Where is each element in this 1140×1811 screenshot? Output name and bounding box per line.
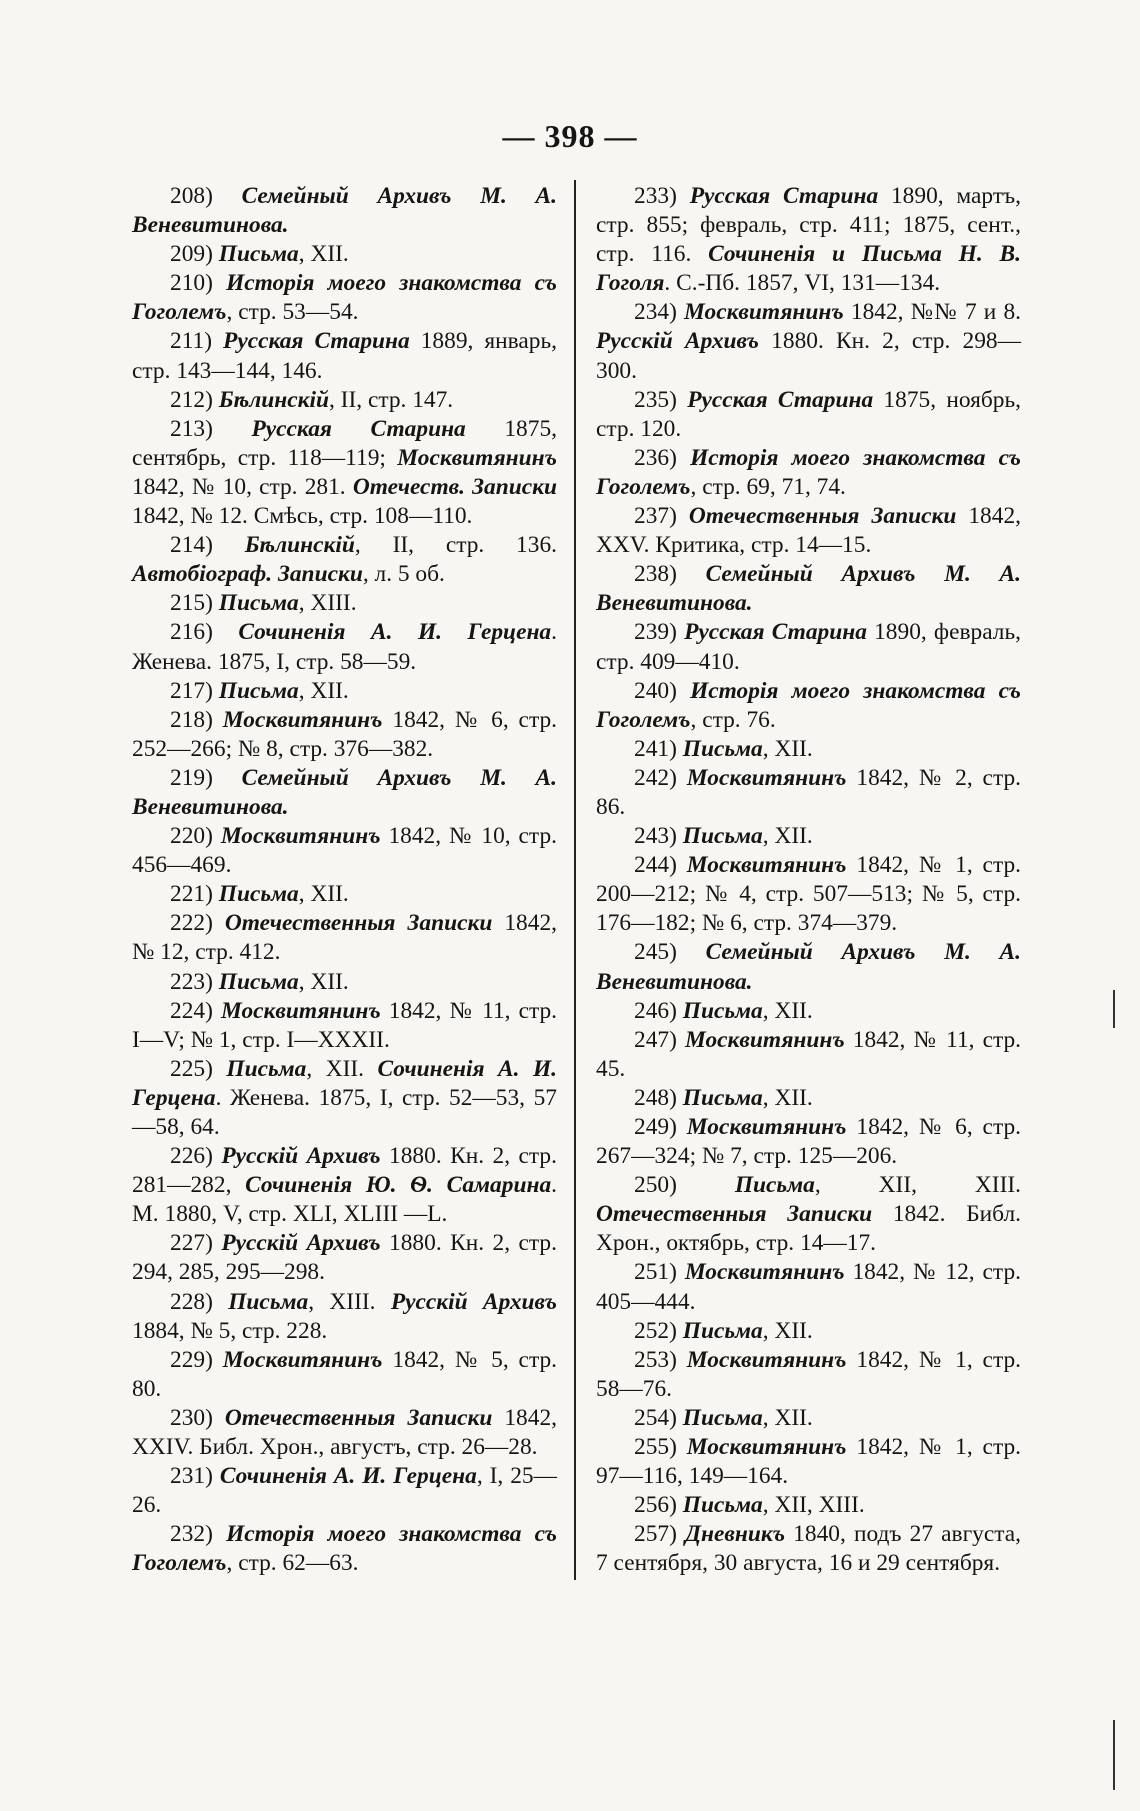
footnote-entry <box>132 822 557 880</box>
citation-text: , XII. <box>762 1317 813 1344</box>
right-column <box>596 182 1021 1579</box>
work-title: Русская Старина <box>684 619 867 646</box>
footnote-number: 234) <box>634 299 677 326</box>
citation-text <box>213 619 239 645</box>
work-title: Отечественныя Записки <box>224 910 493 937</box>
footnote-entry <box>132 531 557 589</box>
footnote-entry <box>596 1317 1021 1346</box>
footnote-entry <box>132 415 557 531</box>
footnote-number: 222) <box>170 910 213 937</box>
footnote-entry <box>596 997 1021 1026</box>
footnote-number: 221) <box>170 881 213 908</box>
footnote-number: 251) <box>634 1259 677 1286</box>
citation-text <box>212 328 223 354</box>
work-title: Русскій Архивъ <box>221 1143 381 1170</box>
column-divider <box>574 180 576 1580</box>
work-title: Москвитянинъ <box>686 852 847 879</box>
work-title: Письма <box>682 735 763 762</box>
footnote-entry <box>596 618 1021 676</box>
work-title: Москвитянинъ <box>684 1026 845 1053</box>
work-title: Семейный Архивъ М. А. Веневитинова. <box>596 939 1021 995</box>
margin-mark <box>1113 1720 1115 1790</box>
citation-text <box>213 1405 225 1431</box>
footnote-number: 227) <box>170 1230 213 1257</box>
footnote-entry <box>596 1404 1021 1433</box>
footnote-number: 228) <box>170 1288 213 1315</box>
citation-text <box>677 1027 685 1053</box>
citation-text: 1842, № 6, стр. 267—324; № 7, стр. 125—206. <box>596 1114 1021 1170</box>
margin-mark <box>1113 990 1115 1028</box>
citation-text: , стр. 53—54. <box>226 299 359 326</box>
citation-text: . Женева. 1875, I, стр. 58—59. <box>132 619 557 675</box>
work-title: Бѣлинскій <box>244 532 355 559</box>
work-title: Отечественныя Записки <box>224 1404 493 1431</box>
footnote-number: 216) <box>170 619 213 646</box>
footnote-entry <box>596 1258 1021 1316</box>
citation-text: 1842, № 12, стр. 405—444. <box>596 1259 1021 1315</box>
citation-text: , XII. <box>762 735 813 762</box>
work-title: Русская Старина <box>689 183 879 209</box>
citation-text: 1842, № 11, стр. 45. <box>596 1026 1021 1082</box>
citation-text: 1880. Кн. 2, стр. 298—300. <box>596 328 1021 384</box>
footnote-entry <box>132 677 557 706</box>
footnote-entry <box>132 589 557 618</box>
footnote-entry <box>596 938 1021 996</box>
footnote-entry <box>596 1113 1021 1171</box>
footnote-entry <box>132 968 557 997</box>
footnote-entry <box>132 706 557 764</box>
citation-text <box>213 1521 226 1547</box>
work-title: Семейный Архивъ М. А. Веневитинова. <box>132 183 557 239</box>
footnote-number: 217) <box>170 677 213 704</box>
footnote-number: 226) <box>170 1143 213 1170</box>
footnote-number: 213) <box>170 415 213 442</box>
footnote-entry <box>596 1491 1021 1520</box>
citation-text <box>213 998 221 1024</box>
citation-text: 1875, сентябрь, стр. 118—119; <box>132 415 557 471</box>
citation-text: . Женева. 1875, I, стр. 52—53, 57—58, 64. <box>132 1084 557 1140</box>
footnote-number: 238) <box>634 561 677 588</box>
footnote-number: 224) <box>170 997 213 1024</box>
work-title: Исторія моего знакомства съ Гоголемъ <box>596 444 1021 500</box>
work-title: Русскій Архивъ <box>390 1288 557 1315</box>
citation-text <box>677 1172 735 1198</box>
footnote-number: 256) <box>634 1492 677 1519</box>
footnote-number: 236) <box>634 444 677 471</box>
citation-text: , XII, XIII. <box>814 1172 1021 1199</box>
footnote-entry <box>596 1084 1021 1113</box>
footnote-number: 230) <box>170 1404 213 1431</box>
work-title: Сочиненія Ю. Ѳ. Самарина <box>245 1172 552 1199</box>
work-title: Москвитянинъ <box>686 764 847 791</box>
citation-text: , II, стр. 147. <box>328 386 454 413</box>
citation-text: 1842, № 2, стр. 86. <box>596 764 1021 820</box>
footnote-number: 209) <box>170 241 213 268</box>
footnote-number: 237) <box>634 503 677 530</box>
citation-text: , стр. 76. <box>690 706 776 733</box>
footnote-number: 253) <box>634 1346 677 1373</box>
citation-text <box>213 1347 223 1373</box>
citation-text: , л. 5 об. <box>362 561 445 588</box>
citation-text: 1842, № 10, стр. 281. <box>132 473 353 500</box>
work-title: Дневникъ <box>685 1521 786 1548</box>
footnote-number: 246) <box>634 997 677 1024</box>
work-title: Письма <box>218 881 299 908</box>
work-title: Письма <box>218 241 299 268</box>
citation-text <box>677 1114 687 1140</box>
citation-text: , XII. <box>762 1084 813 1111</box>
work-title: Семейный Архивъ М. А. Веневитинова. <box>132 764 557 820</box>
citation-text <box>677 1521 685 1547</box>
footnote-entry <box>132 1520 557 1578</box>
footnote-number: 252) <box>634 1317 677 1344</box>
work-title: Письма <box>226 1055 307 1082</box>
citation-text <box>677 1434 687 1460</box>
footnote-entry <box>596 1433 1021 1491</box>
citation-text: 1842, №№ 7 и 8. <box>843 299 1021 326</box>
citation-text: 1842, № 12, стр. 412. <box>132 910 557 966</box>
footnote-number: 225) <box>170 1055 213 1082</box>
footnote-entry <box>132 240 557 269</box>
footnote-entry <box>132 1346 557 1404</box>
work-title: Письма <box>682 997 763 1024</box>
citation-text: 1842, № 5, стр. 80. <box>132 1346 557 1402</box>
citation-text: 1842, № 11, стр. I—V; № 1, стр. I—XXXII. <box>132 997 557 1053</box>
footnote-number: 212) <box>170 386 213 413</box>
work-title: Письма <box>682 1404 763 1431</box>
footnote-number: 208) <box>170 183 213 209</box>
footnote-number: 243) <box>634 823 677 850</box>
footnote-number: 223) <box>170 968 213 995</box>
work-title: Сочиненія А. И. Герцена <box>132 1055 557 1111</box>
footnote-number: 231) <box>170 1463 213 1490</box>
citation-text <box>677 678 690 704</box>
citation-text <box>677 1259 685 1285</box>
citation-text: 1875, ноябрь, стр. 120. <box>596 386 1021 442</box>
citation-text: , XII. <box>298 968 349 995</box>
citation-text <box>213 765 242 791</box>
citation-text <box>677 1347 687 1373</box>
work-title: Письма <box>218 677 299 704</box>
footnote-number: 220) <box>170 823 213 850</box>
citation-text: 1880. Кн. 2, стр. 281—282, <box>132 1143 557 1199</box>
footnote-number: 257) <box>634 1521 677 1548</box>
citation-text: , XII. <box>298 881 349 908</box>
work-title: Письма <box>218 590 299 617</box>
work-title: Русская Старина <box>251 415 466 442</box>
citation-text <box>677 503 689 529</box>
citation-text <box>677 939 706 965</box>
footnote-number: 255) <box>634 1434 677 1461</box>
footnote-entry <box>132 618 557 676</box>
citation-text: 1842, XXIV. Библ. Хрон., августъ, стр. 26—28. <box>132 1404 557 1461</box>
work-title: Исторія моего знакомства съ Гоголемъ <box>132 1521 557 1577</box>
citation-text: 1889, январь, стр. 143—144, 146. <box>132 328 557 384</box>
footnote-entry <box>132 1055 557 1142</box>
footnote-entry <box>596 1346 1021 1404</box>
footnote-number: 233) <box>634 183 677 209</box>
work-title: Русская Старина <box>687 386 874 413</box>
citation-text: , XII. <box>762 823 813 850</box>
footnote-entry <box>132 909 557 967</box>
footnote-number: 244) <box>634 852 677 879</box>
work-title: Москвитянинъ <box>220 997 381 1024</box>
citation-text: 1840, подъ 27 августа, 7 сентября, 30 августа, 16 и 29 сентября. <box>596 1521 1021 1577</box>
work-title: Письма <box>734 1172 815 1199</box>
citation-text <box>677 765 687 791</box>
citation-text: 1842, № 1, стр. 200—212; № 4, стр. 507—513; № 5, стр. 176—182; № 6, стр. 374—379. <box>596 852 1021 937</box>
work-title: Письма <box>682 823 763 850</box>
footnote-number: 249) <box>634 1114 677 1140</box>
footnote-entry <box>596 298 1021 385</box>
citation-text: 1842, № 1, стр. 97—116, 149—164. <box>596 1434 1021 1490</box>
footnote-number: 219) <box>170 764 213 791</box>
footnote-entry <box>596 1026 1021 1084</box>
citation-text <box>213 270 226 296</box>
citation-text <box>213 532 245 558</box>
footnote-entry <box>132 997 557 1055</box>
work-title: Москвитянинъ <box>684 299 844 326</box>
footnote-number: 242) <box>634 764 677 791</box>
footnote-entry <box>596 560 1021 618</box>
footnote-entry <box>132 1142 557 1229</box>
citation-text: 1884, № 5, стр. 228. <box>132 1317 328 1344</box>
citation-text: . С.-Пб. 1857, VI, 131—134. <box>664 270 941 297</box>
footnote-entry <box>132 182 557 240</box>
footnote-entry <box>596 677 1021 735</box>
citation-text: , XII, XIII. <box>762 1492 865 1519</box>
citation-text: , XII. <box>762 1404 813 1431</box>
citation-text <box>677 852 687 878</box>
footnote-entry <box>596 764 1021 822</box>
work-title: Москвитянинъ <box>222 1346 383 1373</box>
footnote-entry <box>596 822 1021 851</box>
footnote-number: 248) <box>634 1084 677 1111</box>
citation-text: , XII. <box>306 1055 378 1082</box>
citation-text <box>213 1289 228 1315</box>
footnote-entry <box>596 182 1021 298</box>
citation-text <box>213 1056 226 1082</box>
citation-text <box>213 416 252 442</box>
footnote-number: 239) <box>634 619 677 646</box>
citation-text: 1842, № 1, стр. 58—76. <box>596 1346 1021 1402</box>
citation-text: 1842, № 10, стр. 456—469. <box>132 823 557 879</box>
citation-text <box>213 183 242 209</box>
footnote-entry <box>132 386 557 415</box>
citation-text: 1842, № 6, стр. 252—266; № 8, стр. 376—382. <box>132 706 557 762</box>
footnote-entry <box>132 1404 557 1462</box>
citation-text: 1890, мартъ, стр. 855; февраль, стр. 411; 1875, сент., стр. 116. <box>596 183 1021 268</box>
work-title: Письма <box>682 1317 763 1344</box>
work-title: Москвитянинъ <box>222 706 383 733</box>
footnote-entry <box>596 735 1021 764</box>
citation-text: , XII. <box>298 677 349 704</box>
footnote-entry <box>132 880 557 909</box>
citation-text: , XIII. <box>298 590 357 617</box>
citation-text: 1842, XXV. Критика, стр. 14—15. <box>596 503 1021 559</box>
footnote-number: 240) <box>634 677 677 704</box>
footnote-number: 229) <box>170 1346 213 1373</box>
footnote-number: 247) <box>634 1026 677 1053</box>
footnote-entry <box>596 502 1021 560</box>
citation-text: , стр. 69, 71, 74. <box>690 473 846 500</box>
citation-text: 1842. Библ. Хрон., октябрь, стр. 14—17. <box>596 1201 1021 1257</box>
citation-text <box>677 387 687 413</box>
work-title: Москвитянинъ <box>397 444 557 471</box>
work-title: Москвитянинъ <box>686 1114 847 1140</box>
work-title: Письма <box>682 1492 763 1519</box>
footnote-entry <box>132 1229 557 1287</box>
citation-text <box>213 707 223 733</box>
citation-text: , XII. <box>762 997 813 1024</box>
citation-text: 1890, февраль, стр. 409—410. <box>596 619 1021 675</box>
left-column <box>132 182 557 1579</box>
work-title: Москвитянинъ <box>684 1259 845 1286</box>
citation-text: , I, 25—26. <box>132 1463 557 1519</box>
citation-text <box>677 619 684 645</box>
citation-text <box>677 299 684 325</box>
footnote-number: 232) <box>170 1521 213 1548</box>
work-title: Москвитянинъ <box>220 823 381 850</box>
citation-text: . М. 1880, V, стр. XLI, XLIII —L. <box>132 1172 557 1228</box>
citation-text: 1880. Кн. 2, стр. 294, 285, 295—298. <box>132 1230 557 1286</box>
footnote-number: 218) <box>170 706 213 733</box>
footnote-number: 250) <box>634 1172 677 1199</box>
work-title: Автобіограф. Записки <box>132 561 363 588</box>
citation-text: 1842, № 12. Смѣсь, стр. 108—110. <box>132 503 473 530</box>
footnote-number: 215) <box>170 590 213 617</box>
footnote-entry <box>596 851 1021 938</box>
footnote-entry <box>132 1288 557 1346</box>
footnote-number: 214) <box>170 532 213 559</box>
citation-text: , XII. <box>298 241 349 268</box>
citation-text <box>677 183 690 209</box>
footnote-entry <box>596 444 1021 502</box>
citation-text: , стр. 62—63. <box>226 1550 359 1577</box>
citation-text <box>677 445 690 471</box>
citation-text <box>213 910 225 936</box>
citation-text: , XIII. <box>308 1288 391 1315</box>
footnote-entry <box>596 1520 1021 1578</box>
footnote-entry <box>596 386 1021 444</box>
footnote-entry <box>132 1462 557 1520</box>
footnote-number: 235) <box>634 386 677 413</box>
citation-text: , II, стр. 136. <box>354 532 557 559</box>
work-title: Семейный Архивъ М. А. Веневитинова. <box>596 561 1021 617</box>
footnote-entry <box>132 269 557 327</box>
citation-text <box>213 823 221 849</box>
work-title: Исторія моего знакомства съ Гоголемъ <box>132 270 557 326</box>
citation-text <box>677 561 706 587</box>
work-title: Сочиненія А. И. Герцена <box>238 619 552 646</box>
work-title: Отечественныя Записки <box>596 1201 873 1228</box>
footnote-entry <box>132 764 557 822</box>
work-title: Исторія моего знакомства съ Гоголемъ <box>596 677 1021 733</box>
work-title: Москвитянинъ <box>686 1434 847 1461</box>
footnote-number: 254) <box>634 1404 677 1431</box>
footnote-number: 241) <box>634 735 677 762</box>
work-title: Москвитянинъ <box>686 1346 847 1373</box>
work-title: Бѣлинскій <box>218 386 329 413</box>
work-title: Письма <box>218 968 299 995</box>
work-title: Русскій Архивъ <box>596 328 759 355</box>
work-title: Отечественныя Записки <box>688 503 957 530</box>
work-title: Сочиненія А. И. Герцена <box>219 1463 477 1490</box>
work-title: Русская Старина <box>223 328 410 355</box>
footnote-entry <box>596 1171 1021 1258</box>
footnote-number: 245) <box>634 939 677 966</box>
work-title: Русскій Архивъ <box>221 1230 381 1257</box>
footnote-number: 211) <box>170 328 213 355</box>
citation-text <box>213 1463 220 1489</box>
work-title: Письма <box>682 1084 763 1111</box>
work-title: Отечеств. Записки <box>352 473 557 500</box>
page-number: — 398 — <box>502 118 638 154</box>
work-title: Сочиненія и Письма Н. В. Гоголя <box>596 241 1021 297</box>
footnote-entry <box>132 327 557 385</box>
work-title: Письма <box>228 1288 309 1315</box>
footnote-number: 210) <box>170 270 213 297</box>
